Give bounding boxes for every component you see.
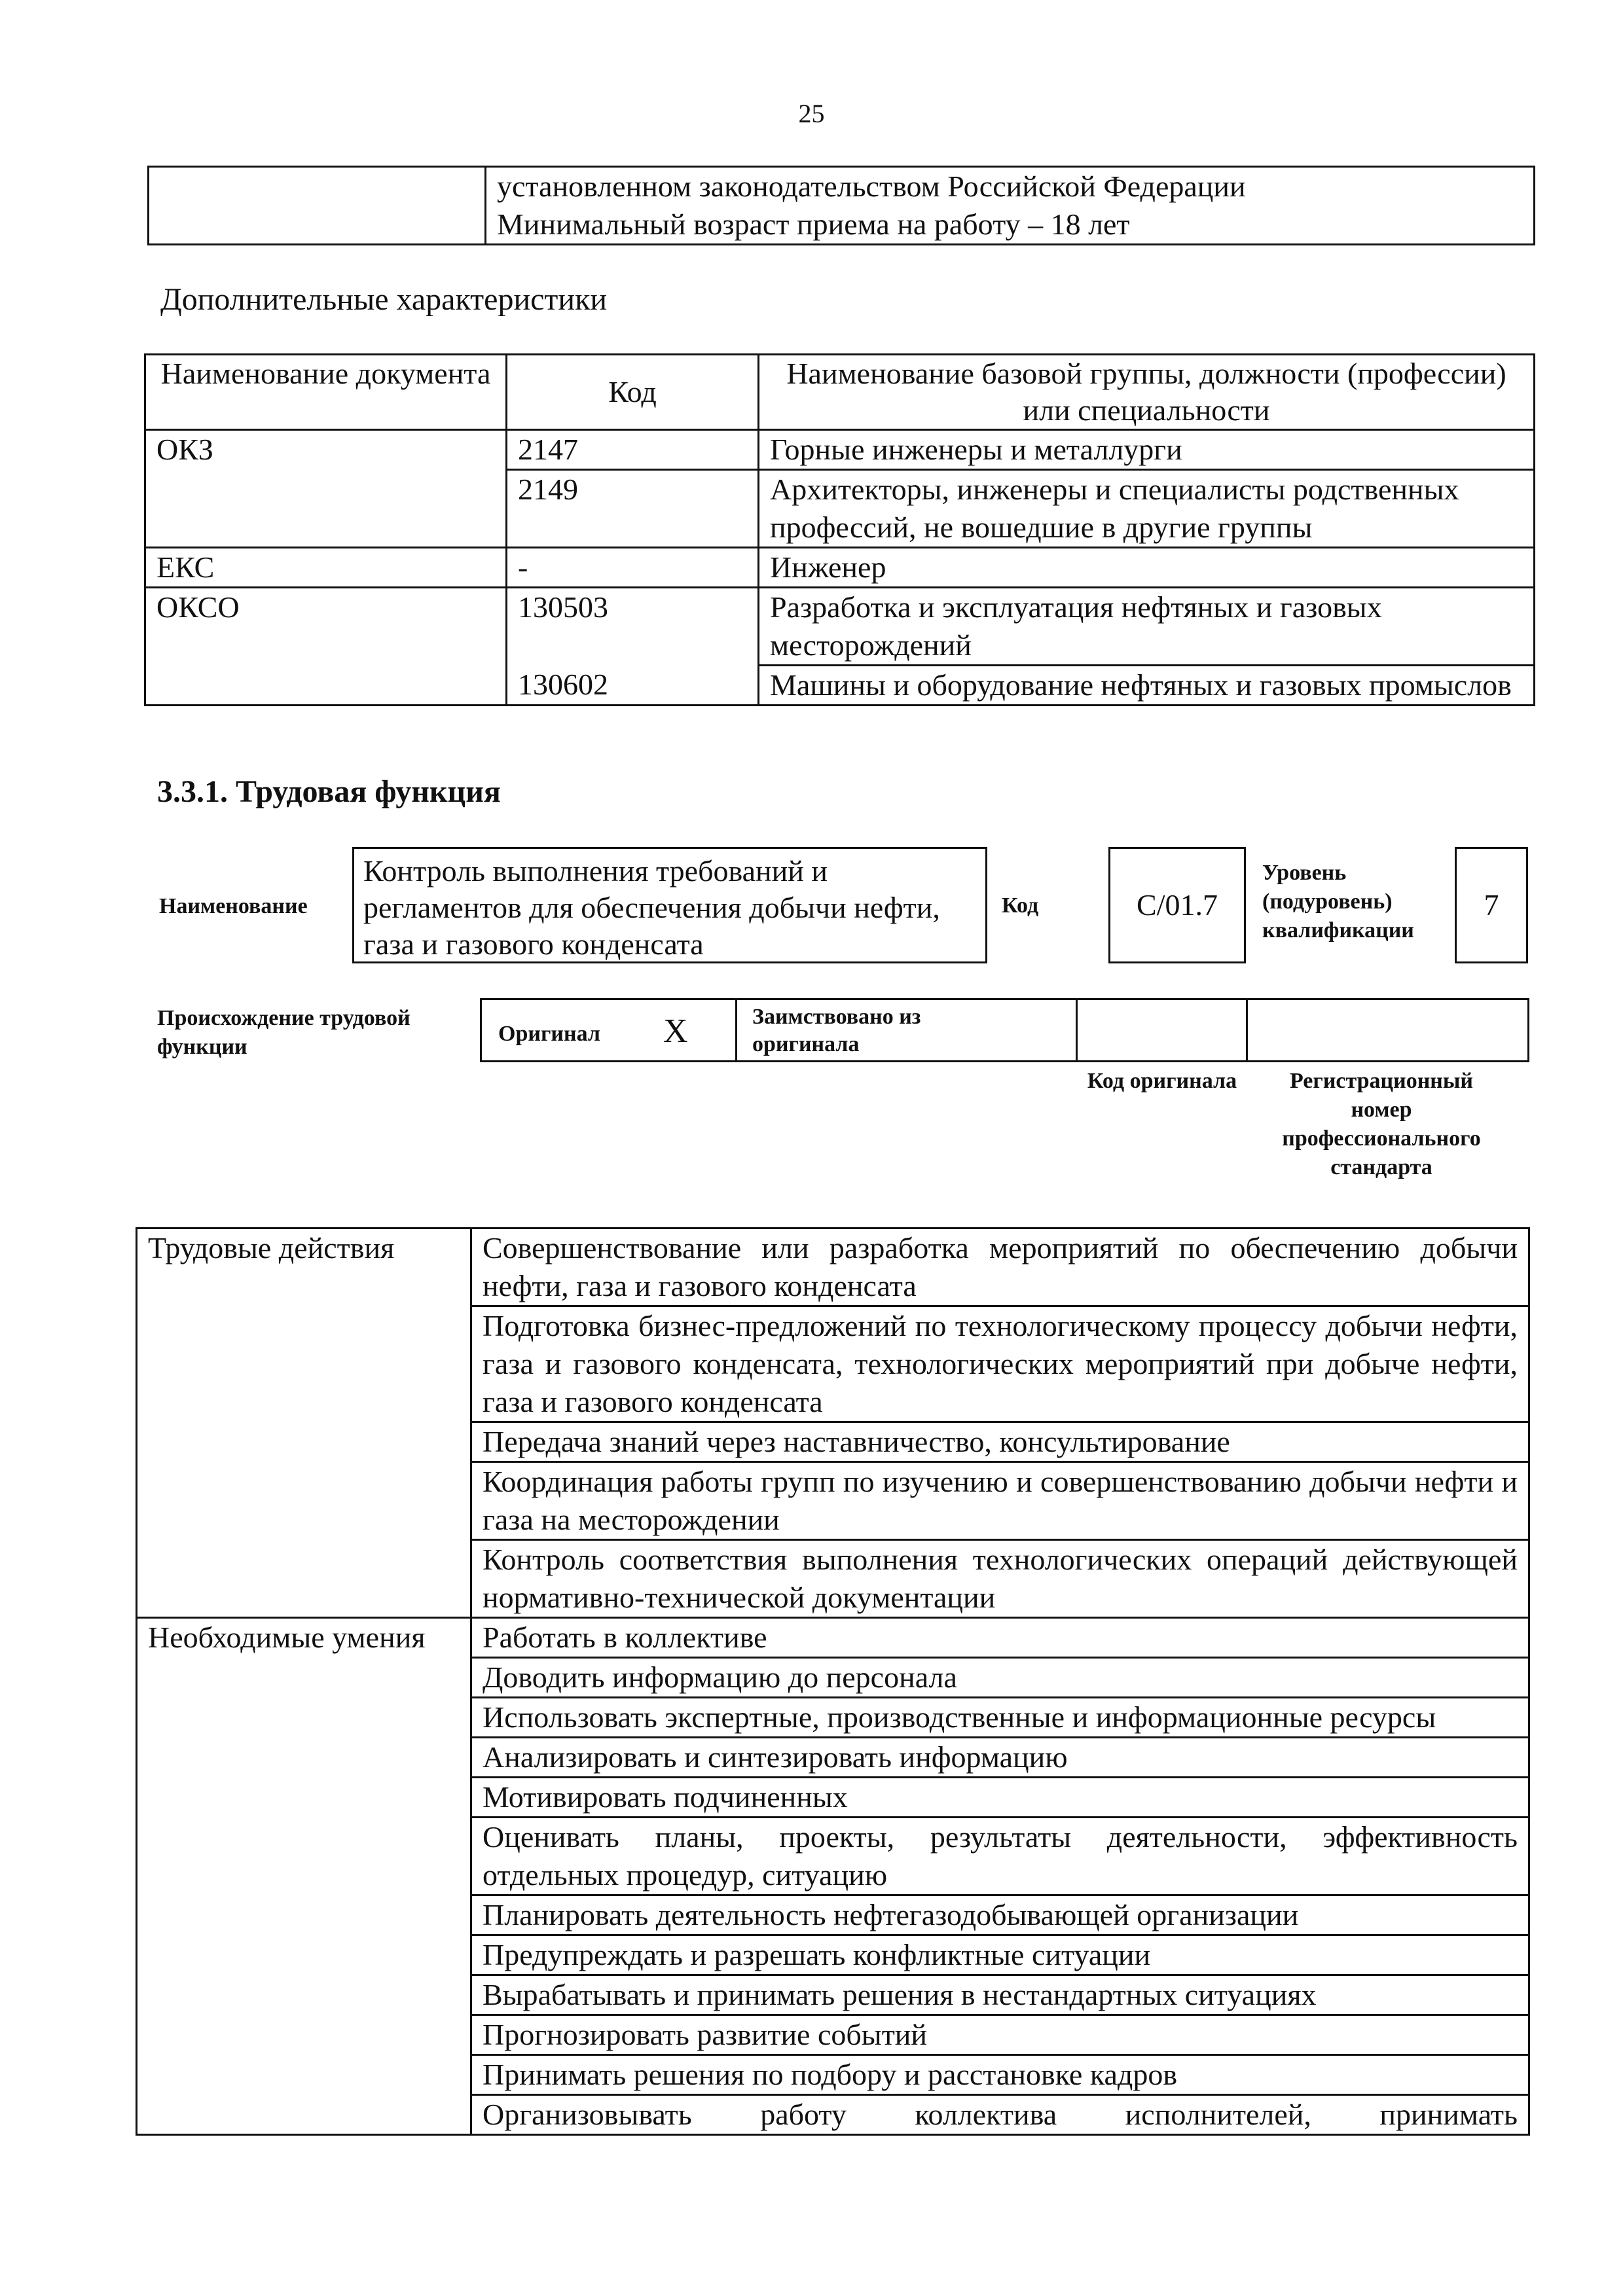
- action-item: Передача знаний через наставничество, консультирование: [471, 1422, 1529, 1462]
- row-code: 2147: [507, 430, 759, 470]
- additional-heading: Дополнительные характеристики: [160, 282, 608, 317]
- level-label: Уровень (подуровень) квалификации: [1262, 861, 1414, 942]
- skill-item: Принимать решения по подбору и расстановке кадров: [471, 2055, 1529, 2095]
- code-original-caption: Код оригинала: [1087, 1069, 1237, 1093]
- row-name: Горные инженеры и металлурги: [759, 430, 1535, 470]
- row-code: 130602: [507, 666, 759, 706]
- skill-item: Вырабатывать и принимать решения в нестандартных ситуациях: [471, 1975, 1529, 2015]
- origin-row: [480, 998, 1529, 1062]
- action-item: Контроль соответствия выполнения технологических операций действующей нормативно-технической документации: [471, 1540, 1529, 1618]
- original-label: Оригинал: [498, 1022, 600, 1046]
- skill-item: Использовать экспертные, производственные и информационные ресурсы: [471, 1698, 1529, 1738]
- empty-cell: [149, 167, 486, 245]
- name-label: Наименование: [159, 894, 308, 918]
- row-name: Инженер: [759, 548, 1535, 588]
- function-code-box: C/01.7: [1108, 847, 1246, 963]
- requirements-line-2: Минимальный возраст приема на работу – 18 лет: [497, 207, 1130, 241]
- skills-label: Необходимые умения: [137, 1618, 471, 2135]
- row-doc-eks: ЕКС: [145, 548, 507, 588]
- additional-table: [144, 353, 1535, 706]
- divider: [1076, 998, 1078, 1062]
- actions-skills-table: [136, 1227, 1530, 2136]
- action-item: Подготовка бизнес-предложений по технологическому процессу добычи нефти, газа и газового конденсата, технологических мероприятий при добыче нефти, газа и газового конденсата: [471, 1306, 1529, 1422]
- row-name: Машины и оборудование нефтяных и газовых промыслов: [759, 666, 1535, 706]
- skill-item: Организовывать работу коллектива исполнителей, принимать: [471, 2095, 1529, 2135]
- code-label: Код: [1002, 893, 1039, 918]
- skill-item: Доводить информацию до персонала: [471, 1658, 1529, 1698]
- function-name-box: Контроль выполнения требований и регламентов для обеспечения добычи нефти, газа и газового конденсата: [352, 847, 987, 963]
- actions-label: Трудовые действия: [137, 1229, 471, 1618]
- top-continuation-table: [147, 166, 1535, 245]
- header-name: Наименование базовой группы, должности (профессии) или специальности: [759, 355, 1535, 430]
- skill-item: Оценивать планы, проекты, результаты деятельности, эффективность отдельных процедур, ситуацию: [471, 1818, 1529, 1895]
- row-doc-okso: ОКСО: [145, 588, 507, 706]
- skill-item: Прогнозировать развитие событий: [471, 2015, 1529, 2055]
- skill-item: Мотивировать подчиненных: [471, 1778, 1529, 1818]
- reg-number-caption: Регистрационный номер профессионального стандарта: [1282, 1069, 1481, 1179]
- row-name: Разработка и эксплуатация нефтяных и газовых месторождений: [759, 588, 1535, 666]
- skill-item: Работать в коллективе: [471, 1618, 1529, 1658]
- row-code: -: [507, 548, 759, 588]
- requirements-line-1: установленном законодательством Российской Федерации: [497, 170, 1246, 203]
- divider: [1246, 998, 1248, 1062]
- borrowed-label: Заимствовано из оригинала: [752, 1005, 921, 1056]
- row-doc-okz: ОКЗ: [145, 430, 507, 548]
- skill-item: Предупреждать и разрешать конфликтные ситуации: [471, 1935, 1529, 1975]
- header-doc: Наименование документа: [145, 355, 507, 430]
- row-code: 130503: [507, 588, 759, 666]
- level-box: 7: [1455, 847, 1528, 963]
- requirements-cell: [486, 167, 1535, 245]
- action-item: Совершенствование или разработка мероприятий по обеспечению добычи нефти, газа и газового конденсата: [471, 1229, 1529, 1306]
- origin-label: Происхождение трудовой функции: [157, 1006, 410, 1059]
- function-heading: 3.3.1. Трудовая функция: [157, 774, 501, 809]
- skill-item: Анализировать и синтезировать информацию: [471, 1738, 1529, 1778]
- header-code: Код: [507, 355, 759, 430]
- row-code: 2149: [507, 470, 759, 548]
- action-item: Координация работы групп по изучению и совершенствованию добычи нефти и газа на месторождении: [471, 1462, 1529, 1540]
- original-mark: X: [663, 1013, 688, 1050]
- page-number: 25: [798, 99, 825, 128]
- skill-item: Планировать деятельность нефтегазодобывающей организации: [471, 1895, 1529, 1935]
- divider: [735, 998, 737, 1062]
- row-name: Архитекторы, инженеры и специалисты родственных профессий, не вошедшие в другие группы: [759, 470, 1535, 548]
